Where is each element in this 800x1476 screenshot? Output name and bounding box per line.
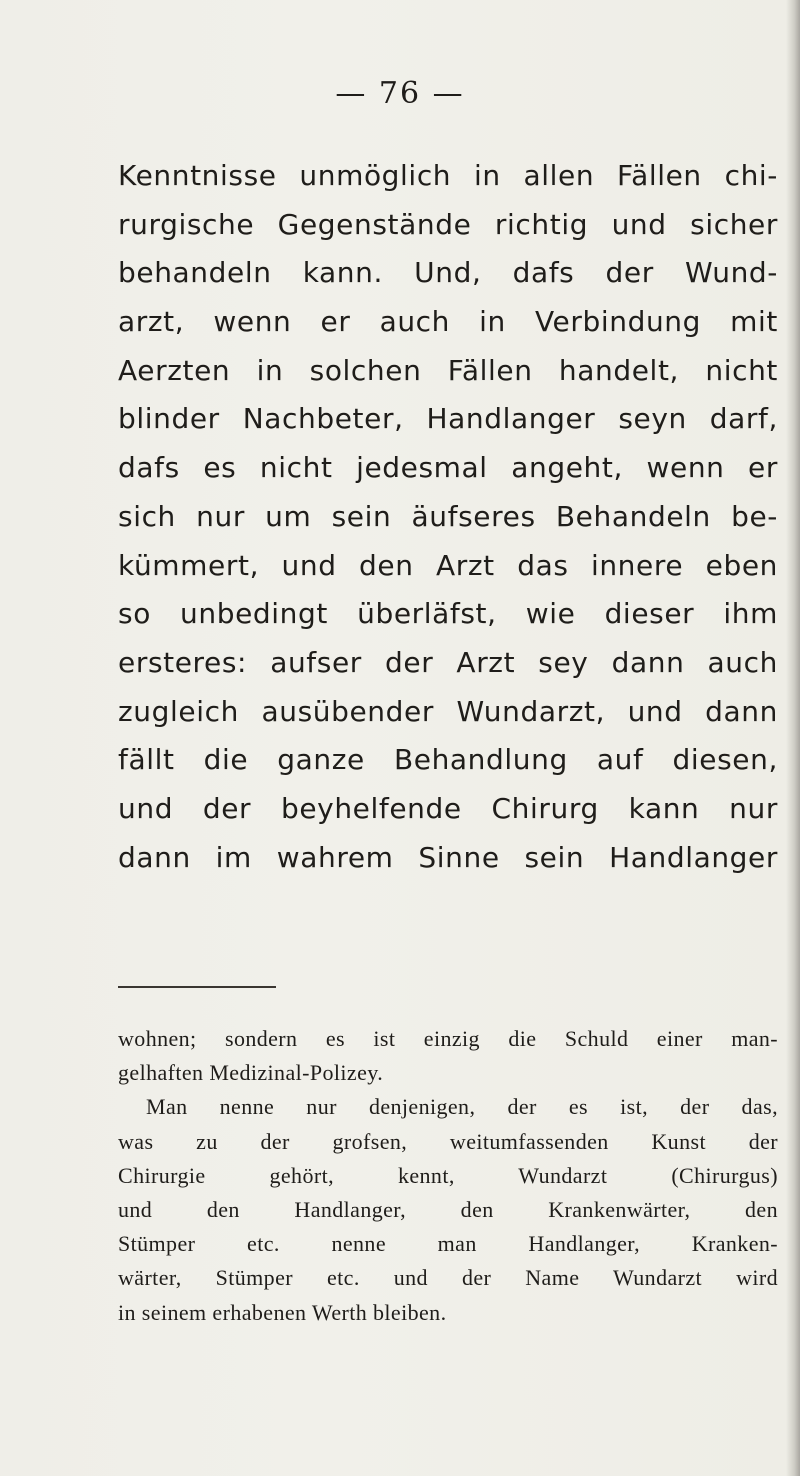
footnote-line: und den Handlanger, den Krankenwärter, den <box>118 1196 778 1222</box>
main-text-line: blinder Nachbeter, Handlanger seyn darf, <box>118 402 778 436</box>
main-text-line: behandeln kann. Und, dafs der Wund- <box>118 256 778 290</box>
main-text-line: kümmert, und den Arzt das innere eben <box>118 548 778 582</box>
main-text-line: ersteres: aufser der Arzt sey dann auch <box>118 645 778 679</box>
main-text-line: arzt, wenn er auch in Verbindung mit <box>118 305 778 339</box>
main-text-line: zugleich ausübender Wundarzt, und dann <box>118 694 778 728</box>
footnote-divider <box>118 986 276 988</box>
footnote-line: Stümper etc. nenne man Handlanger, Kranken- <box>118 1231 778 1257</box>
footnote-line: wohnen; sondern es ist einzig die Schuld einer man- <box>118 1026 778 1051</box>
footnote-block <box>118 1022 778 1330</box>
main-text-line: fällt die ganze Behandlung auf diesen, <box>118 743 778 777</box>
footnote-line: in seinem erhabenen Werth bleiben. <box>118 1299 447 1325</box>
main-text-line: rurgische Gegenstände richtig und sicher <box>118 207 778 241</box>
footnote-line: was zu der grofsen, weitumfassenden Kunst der <box>118 1128 778 1154</box>
main-text-line: sich nur um sein äufseres Behandeln be- <box>118 499 778 533</box>
main-text-line: Aerzten in solchen Fällen handelt, nicht <box>118 353 778 387</box>
main-text-line: und der beyhelfende Chirurg kann nur <box>118 791 778 825</box>
main-text-block <box>118 152 778 882</box>
footnote-line: Man nenne nur denjenigen, der es ist, der das, <box>146 1094 778 1120</box>
main-text-line: dafs es nicht jedesmal angeht, wenn er <box>118 451 778 485</box>
footnote-line: wärter, Stümper etc. und der Name Wundarzt wird <box>118 1265 778 1291</box>
footnote-line: Chirurgie gehört, kennt, Wundarzt (Chirurgus) <box>118 1162 778 1188</box>
page-edge-shadow <box>786 0 800 1476</box>
main-text-line: Kenntnisse unmöglich in allen Fällen chi- <box>118 159 778 192</box>
main-text-line: dann im wahrem Sinne sein Handlanger <box>118 840 778 874</box>
main-text-line: so unbedingt überläfst, wie dieser ihm <box>118 597 778 631</box>
page-number: — 76 — <box>335 76 465 111</box>
footnote-line: gelhaften Medizinal-Polizey. <box>118 1060 384 1086</box>
